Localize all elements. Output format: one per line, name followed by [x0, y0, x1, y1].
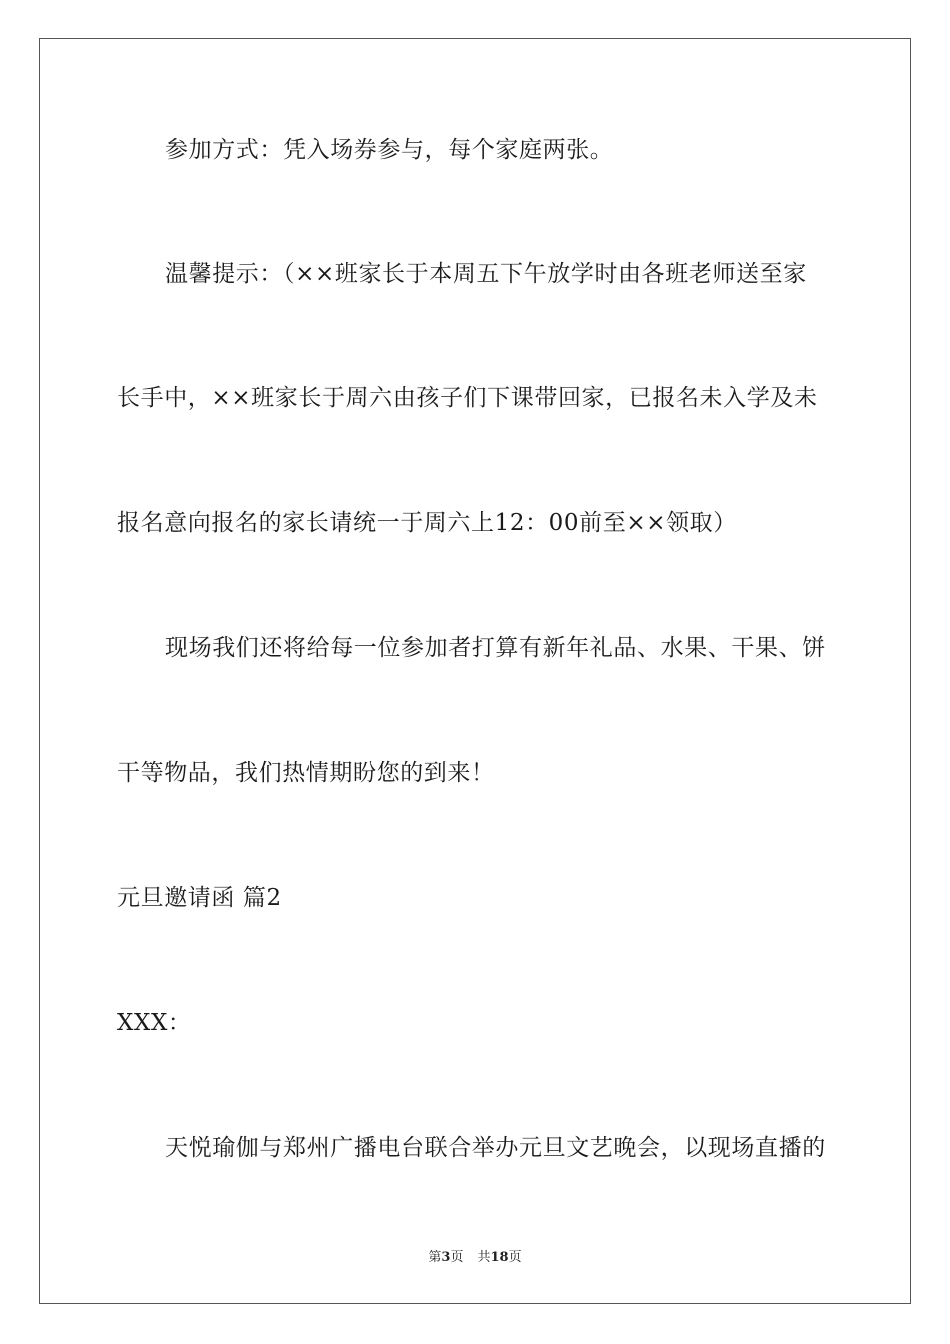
- page-current: 3: [441, 1250, 451, 1265]
- paragraph-line: 长手中，××班家长于周六由孩子们下课带回家，已报名未入学及未: [117, 385, 818, 411]
- page-unit: 页: [450, 1250, 464, 1265]
- page-prefix: 第: [428, 1250, 442, 1265]
- paragraph-line: 干等物品，我们热情期盼您的到来！: [117, 760, 495, 786]
- salutation: XXX：: [117, 1010, 192, 1036]
- paragraph-line: 天悦瑜伽与郑州广播电台联合举办元旦文艺晚会，以现场直播的: [165, 1135, 826, 1161]
- paragraph-line: 参加方式：凭入场券参与，每个家庭两张。: [165, 137, 614, 163]
- paragraph-line: 温馨提示：（××班家长于本周五下午放学时由各班老师送至家: [165, 261, 807, 287]
- paragraph-line: 报名意向报名的家长请统一于周六上12：00前至××领取）: [117, 510, 737, 536]
- total-unit: 页: [508, 1250, 522, 1265]
- section-heading: 元旦邀请函 篇2: [117, 885, 282, 911]
- total-prefix: 共: [477, 1250, 491, 1265]
- page-footer: [0, 1246, 950, 1265]
- page-border: [39, 38, 911, 1304]
- page-total: 18: [490, 1250, 509, 1265]
- paragraph-line: 现场我们还将给每一位参加者打算有新年礼品、水果、干果、饼: [165, 635, 826, 661]
